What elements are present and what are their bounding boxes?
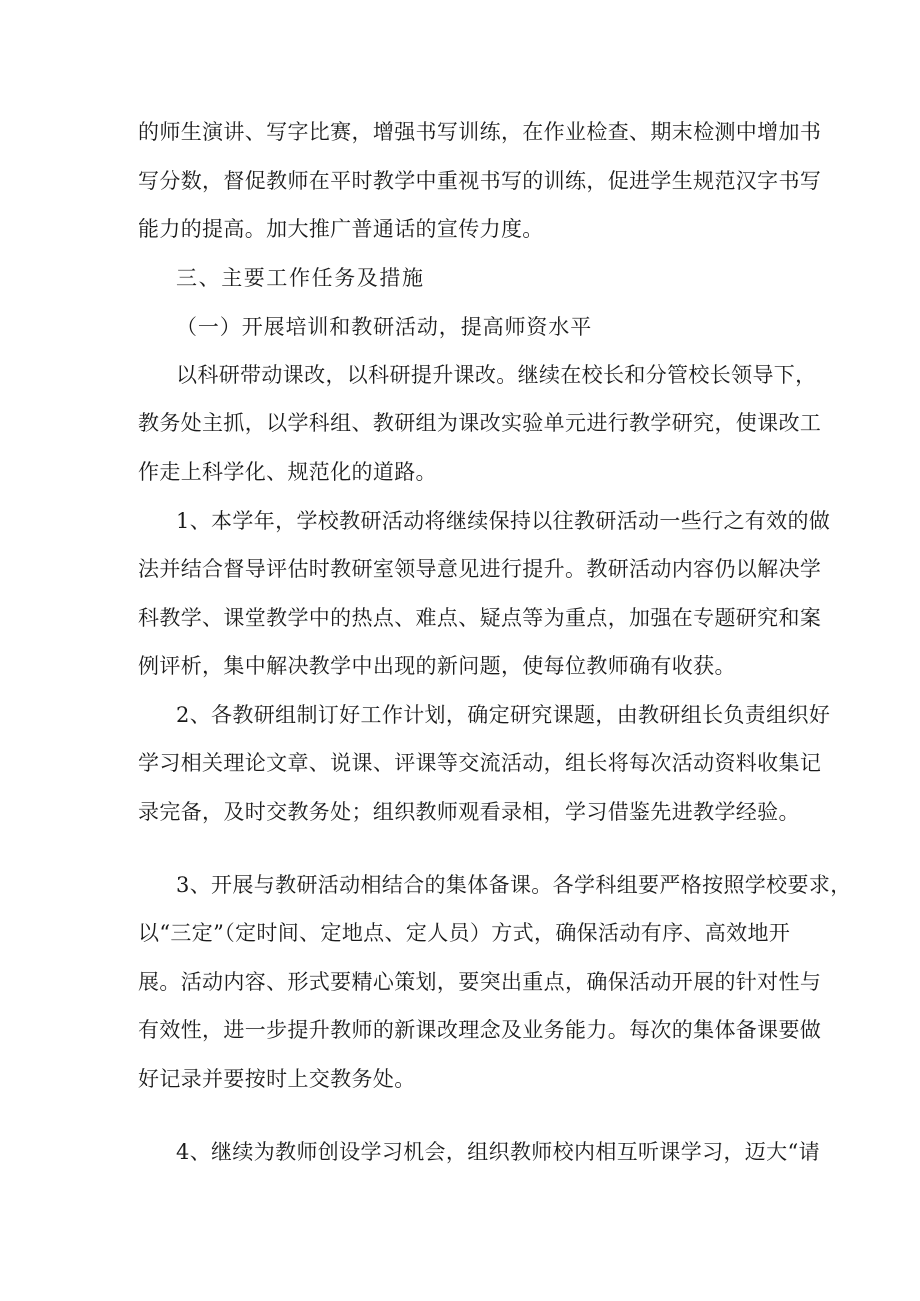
body-text-line: 以“三定”（定时间、定地点、定人员）方式，确保活动有序、高效地开 [138,921,791,945]
subsection-heading: （一）开展培训和教研活动，提高师资水平 [176,315,593,339]
body-text-line: 例评析，集中解决教学中出现的新问题，使每位教师确有收获。 [138,654,736,678]
body-text-line: 以科研带动课改，以科研提升课改。继续在校长和分管校长领导下， [176,363,817,387]
body-text-line: 1、本学年，学校教研活动将继续保持以往教研活动一些行之有效的做 [176,509,831,533]
body-text-line: 好记录并要按时上交教务处。 [138,1067,416,1091]
body-text-line: 4、继续为教师创设学习机会，组织教师校内相互听课学习，迈大“请 [176,1140,820,1164]
body-text-line: 法并结合督导评估时教研室领导意见进行提升。教研活动内容仍以解决学 [138,557,822,581]
body-text-line: 录完备，及时交教务处；组织教师观看录相，学习借鉴先进教学经验。 [138,800,800,824]
body-text-line: 能力的提高。加大推广普通话的宣传力度。 [138,217,544,241]
body-text-line: 的师生演讲、写字比赛，增强书写训练，在作业检查、期末检测中增加书 [138,120,822,144]
body-text-line: 作走上科学化、规范化的道路。 [138,460,437,484]
body-text-line: 有效性，进一步提升教师的新课改理念及业务能力。每次的集体备课要做 [138,1018,822,1042]
body-text-line: 教务处主抓，以学科组、教研组为课改实验单元进行教学研究，使课改工 [138,411,822,435]
body-text-line: 展。活动内容、形式要精心策划，要突出重点，确保活动开展的针对性与 [138,970,822,994]
section-heading: 三、主要工作任务及措施 [176,266,425,290]
body-text-line: 2、各教研组制订好工作计划，确定研究课题，由教研组长负责组织好 [176,703,831,727]
body-text-line: 写分数，督促教师在平时教学中重视书写的训练，促进学生规范汉字书写 [138,169,822,193]
body-text-line: 科教学、课堂教学中的热点、难点、疑点等为重点，加强在专题研究和案 [138,606,822,630]
body-text-line: 3、开展与教研活动相结合的集体备课。各学科组要严格按照学校要求， [176,873,852,897]
body-text-line: 学习相关理论文章、说课、评课等交流活动，组长将每次活动资料收集记 [138,751,822,775]
